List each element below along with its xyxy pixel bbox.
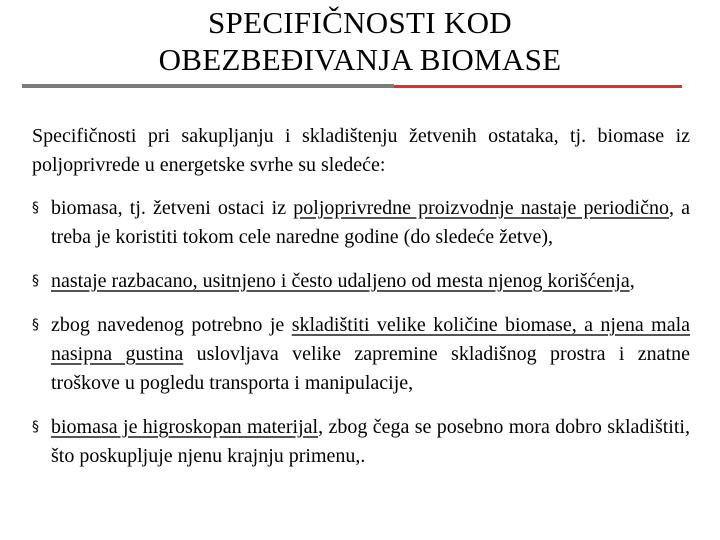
title-line-2: OBEZBEĐIVANJA BIOMASE bbox=[158, 42, 562, 77]
divider-gray-segment bbox=[22, 84, 394, 88]
slide-title bbox=[0, 4, 720, 78]
bullet-item-2 bbox=[32, 267, 690, 296]
bullet-underlined-text: nastaje razbacano, usitnjeno i često udaljeno od mesta njenog korišćenja bbox=[51, 270, 630, 292]
bullet-text: , zbog čega se posebno mora dobro skladištiti, što poskupljuje njenu krajnju primenu,. bbox=[51, 416, 690, 467]
bullet-marker-icon: § bbox=[32, 419, 39, 435]
bullet-text: zbog navedenog potrebno je bbox=[51, 314, 292, 336]
title-divider bbox=[22, 83, 662, 89]
bullet-underlined-text: poljoprivredne proizvodnje nastaje periodično bbox=[293, 197, 669, 219]
bullet-marker-icon: § bbox=[32, 317, 39, 333]
bullet-text: biomasa, tj. žetveni ostaci iz bbox=[51, 197, 294, 219]
bullet-item-4 bbox=[32, 413, 690, 471]
bullet-text: uslovljava velike zapremine skladišnog prostra i znatne troškove u pogledu transporta i manipulacije, bbox=[51, 343, 690, 394]
bullet-marker-icon: § bbox=[32, 273, 39, 289]
title-line-1: SPECIFIČNOSTI KOD bbox=[208, 5, 512, 40]
slide-body bbox=[32, 122, 690, 486]
bullet-item-3 bbox=[32, 311, 690, 398]
bullet-underlined-text: skladištiti velike količine biomase, a njena mala nasipna gustina bbox=[51, 314, 691, 365]
bullet-list bbox=[32, 194, 690, 471]
bullet-text: , bbox=[629, 270, 635, 292]
bullet-text: , a treba je koristiti tokom cele naredne godine (do sledeće žetve), bbox=[51, 197, 691, 248]
bullet-item-1 bbox=[32, 194, 690, 252]
bullet-underlined-text: biomasa je higroskopan materijal bbox=[51, 416, 319, 438]
bullet-marker-icon: § bbox=[32, 200, 39, 216]
divider-red-segment bbox=[394, 85, 682, 88]
intro-paragraph: Specifičnosti pri sakupljanju i skladištenju žetvenih ostataka, tj. biomase iz poljoprivrede u energetske svrhe su sledeće: bbox=[32, 125, 690, 176]
